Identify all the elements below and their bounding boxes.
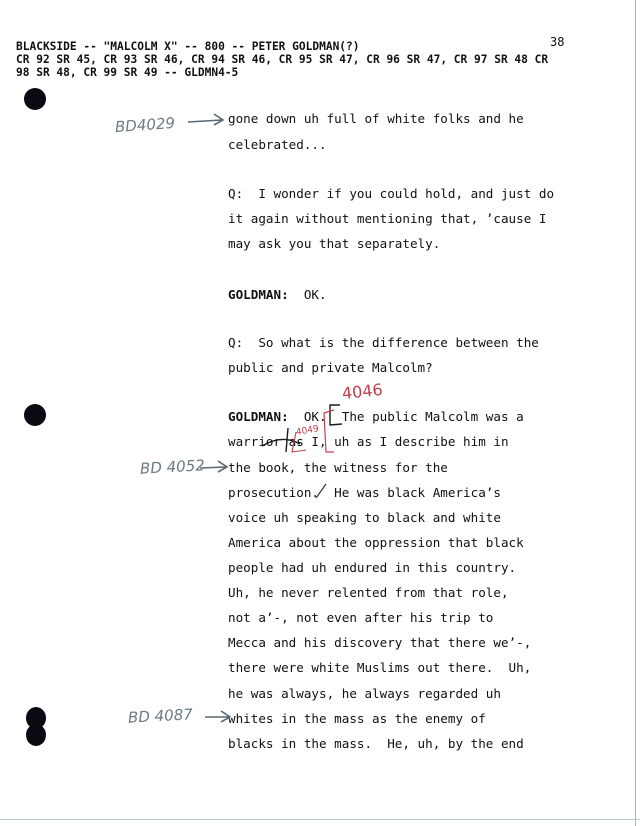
transcript-line: Mecca and his discovery that there we’-, (228, 635, 532, 650)
red-timecode: 4046 (341, 379, 384, 404)
page-number: 38 (550, 35, 565, 49)
handwritten-timecode: BD 4052 (139, 456, 206, 478)
header-line-3: 98 SR 48, CR 99 SR 49 -- GLDMN4-5 (16, 66, 239, 79)
bracket-mark (330, 405, 342, 425)
transcript-line: there were white Muslims out there. Uh, (228, 660, 532, 675)
transcript-line: prosecution. He was black America’s (228, 485, 501, 500)
transcript-line: he was always, he always regarded uh (228, 686, 501, 701)
arrow-mark (188, 114, 223, 125)
transcript-line: blacks in the mass. He, uh, by the end (228, 736, 524, 751)
transcript-line: may ask you that separately. (228, 236, 441, 251)
transcript-line: it again without mentioning that, ’cause I (228, 211, 547, 226)
red-bracket-mark (292, 432, 306, 452)
red-timecode-small: 4049 (295, 424, 320, 438)
header-line-1: BLACKSIDE -- "MALCOLM X" -- 800 -- PETER GOLDMAN(?) (16, 40, 360, 53)
slash-mark (316, 484, 326, 498)
transcript-line: celebrated... (228, 137, 327, 152)
transcript-line: gone down uh full of white folks and he (228, 111, 524, 126)
transcript-line: not a’-, not even after his trip to (228, 610, 494, 625)
transcript-line: Uh, he never relented from that role, (228, 585, 509, 600)
transcript-line: America about the oppression that black (228, 535, 524, 550)
transcript-line: people had uh endured in this country. (228, 560, 517, 575)
speaker-label: GOLDMAN: (228, 287, 289, 302)
transcript-line: Q: So what is the difference between the (228, 335, 539, 350)
transcript-line: the book, the witness for the (228, 460, 448, 475)
transcript-line: warrior as I, uh as I describe him in (228, 434, 509, 449)
speaker-label: GOLDMAN: (228, 409, 289, 424)
transcript-line: Q: I wonder if you could hold, and just do (228, 186, 555, 201)
handwritten-timecode: BD 4087 (127, 705, 194, 727)
transcript-line: whites in the mass as the enemy of (228, 711, 486, 726)
transcript-line: voice uh speaking to black and white (228, 510, 501, 525)
red-bracket-mark (324, 410, 334, 452)
speech-text: OK. The public Malcolm was a (288, 409, 524, 424)
speech-text: OK. (288, 287, 327, 302)
transcript-line: public and private Malcolm? (228, 360, 433, 375)
header-line-2: CR 92 SR 45, CR 93 SR 46, CR 94 SR 46, CR 95 SR 47, CR 96 SR 47, CR 97 SR 48 CR (16, 53, 549, 66)
handwritten-timecode: BD4029 (114, 113, 176, 137)
arrow-mark (200, 461, 227, 472)
arrow-mark (205, 711, 230, 722)
